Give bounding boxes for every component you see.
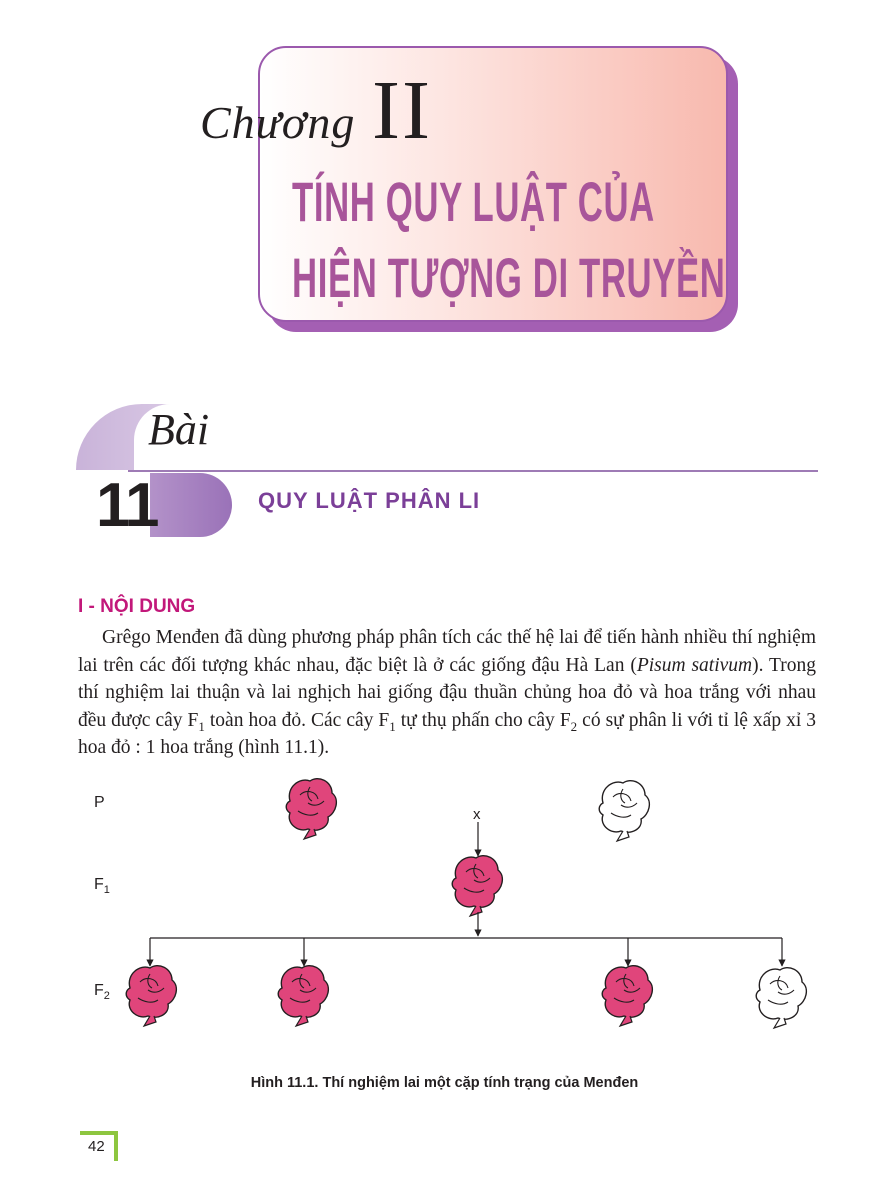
chapter-number: II [372, 64, 432, 157]
f1-red-flower [452, 856, 502, 916]
lesson-word: Bài [148, 405, 210, 454]
page-number: 42 [80, 1131, 118, 1161]
f2-white-flower [756, 968, 806, 1028]
body-paragraph [78, 624, 816, 762]
section-heading: I - NỘI DUNG [78, 596, 196, 617]
parent-white-flower [599, 781, 649, 841]
chapter-title-line1: TÍNH QUY LUẬT CỦA [292, 170, 655, 233]
lesson-rule [128, 470, 818, 472]
f2-red-flower-3 [602, 966, 652, 1026]
chapter-title-line2: HIỆN TƯỢNG DI TRUYỀN [292, 246, 726, 309]
label-f1-base: F [94, 876, 104, 893]
subscript: 2 [570, 718, 578, 734]
f2-red-flower-1 [126, 966, 176, 1026]
scientific-name: Pisum sativum [636, 654, 753, 676]
lesson-tab-bottom [150, 473, 232, 537]
chapter-title [292, 164, 726, 316]
label-f2-base: F [94, 982, 104, 999]
cross-diagram [0, 770, 889, 1070]
parent-red-flower [286, 779, 336, 839]
paragraph-text: ). Trong thí nghiệm lai thuận và lai nghịch hai giống đậu thuần chủng hoa đỏ và hoa trắng với nhau đều được cây F [78, 654, 816, 731]
label-f2-sub: 2 [103, 990, 110, 1003]
cross-symbol: x [473, 806, 481, 823]
lesson-title: QUY LUẬT PHÂN LI [258, 488, 481, 513]
lesson-number: 11 [96, 471, 158, 540]
subscript: 1 [389, 718, 396, 734]
paragraph-text: Grêgo Menđen đã dùng phương pháp phân tích các thế hệ lai để tiến hành nhiều thí nghiệm lai trên các đối tượng khác nhau, đặc biệt là ở các giống đậu Hà Lan ( [78, 627, 816, 676]
label-f1-sub: 1 [103, 884, 110, 897]
chapter-word: Chương [200, 97, 356, 148]
label-p: P [94, 794, 105, 811]
f2-red-flower-2 [278, 966, 328, 1026]
paragraph-text: tự thụ phấn cho cây F [395, 709, 571, 731]
subscript: 1 [198, 718, 205, 734]
paragraph-text: có sự phân li với tỉ lệ xấp xỉ 3 hoa đỏ : 1 hoa trắng (hình 11.1). [78, 709, 817, 758]
paragraph-text: toàn hoa đỏ. Các cây F [204, 709, 390, 731]
figure-caption: Hình 11.1. Thí nghiệm lai một cặp tính trạng của Menđen [250, 1075, 639, 1091]
